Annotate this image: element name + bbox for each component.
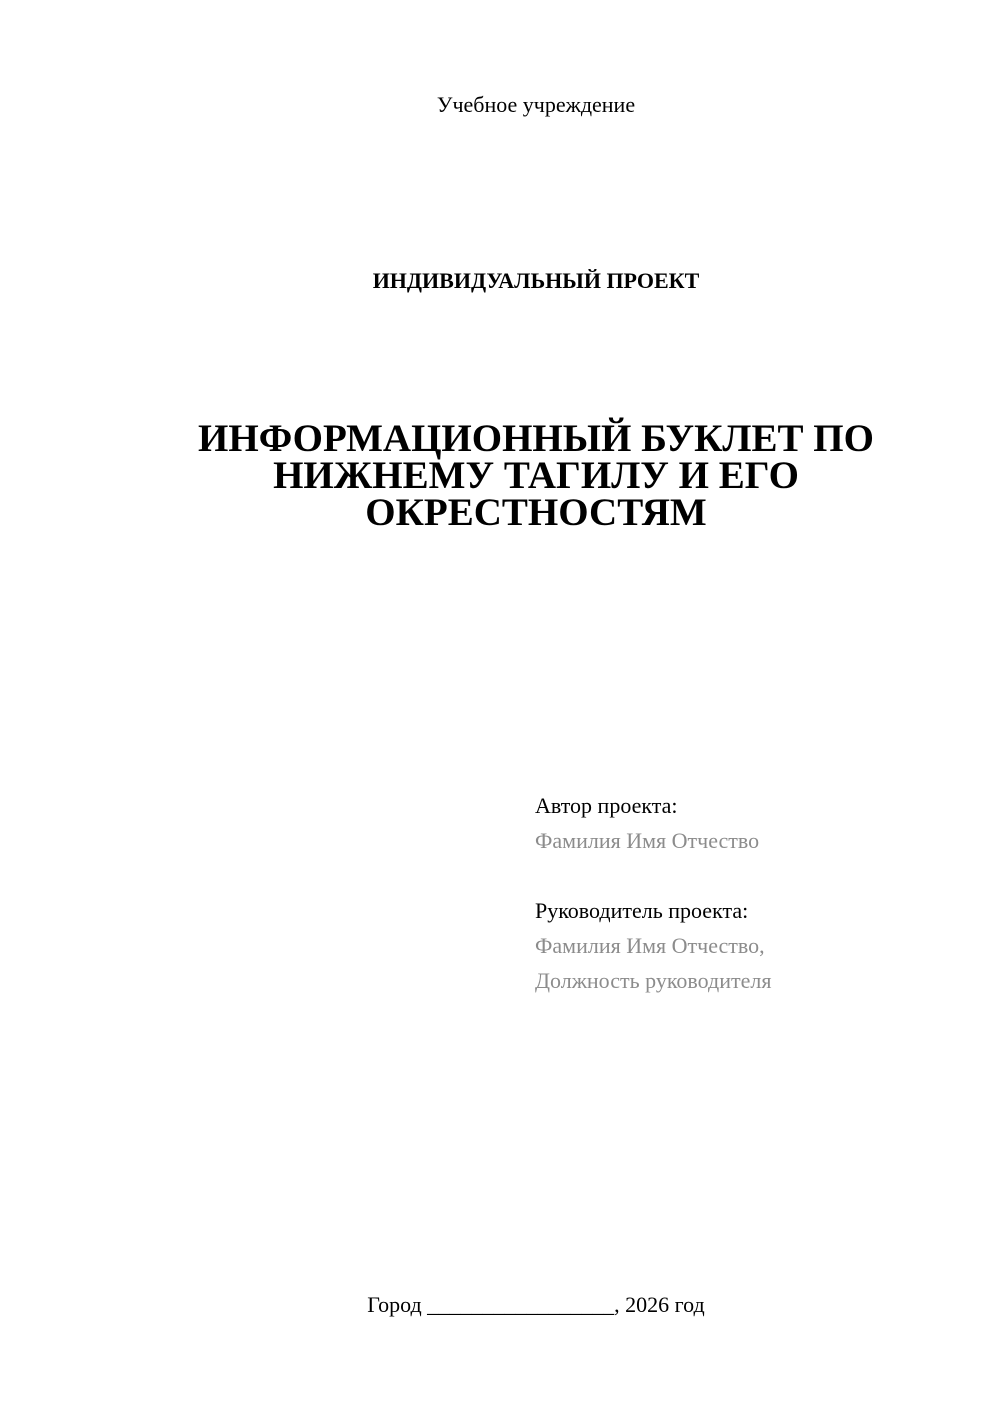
supervisor-position: Должность руководителя	[535, 968, 772, 993]
institution-name: Учебное учреждение	[436, 92, 636, 117]
city-year-footer: Город _________________, 2026 год	[367, 1292, 705, 1317]
credits-block	[535, 788, 975, 998]
project-title	[150, 417, 922, 534]
supervisor-label: Руководитель проекта:	[535, 898, 749, 923]
project-title-line: ИНФОРМАЦИОННЫЙ БУКЛЕТ ПО	[198, 417, 874, 460]
project-title-line: НИЖНЕМУ ТАГИЛУ И ЕГО	[273, 454, 799, 497]
credits-spacer	[535, 858, 975, 893]
author-name: Фамилия Имя Отчество	[535, 828, 760, 853]
supervisor-name: Фамилия Имя Отчество,	[535, 933, 765, 958]
project-title-line: ОКРЕСТНОСТЯМ	[365, 491, 707, 534]
project-type-heading: ИНДИВИДУАЛЬНЫЙ ПРОЕКТ	[372, 268, 700, 293]
author-label: Автор проекта:	[535, 793, 678, 818]
